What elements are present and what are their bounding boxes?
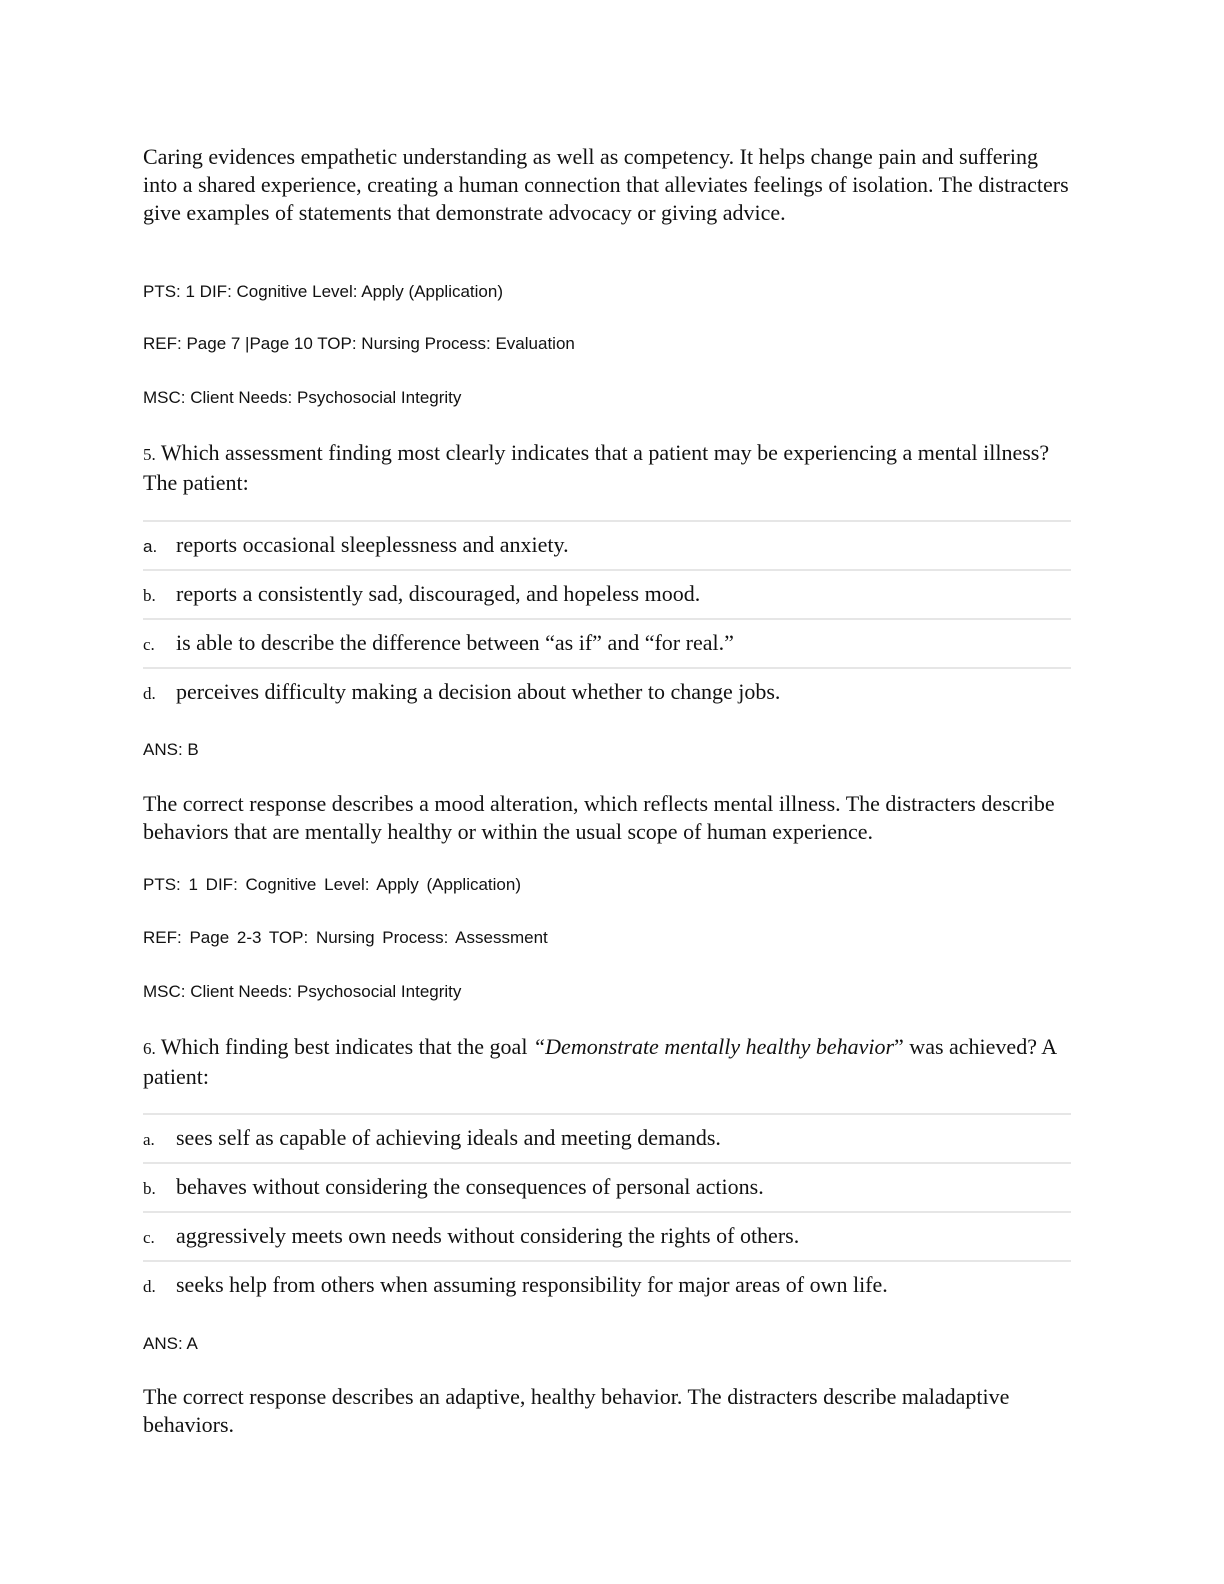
question-5-answer: ANS: B bbox=[143, 740, 199, 759]
question-5-number: 5. bbox=[143, 445, 156, 464]
question-6-options bbox=[143, 1113, 1071, 1309]
option-letter: c. bbox=[143, 1228, 155, 1247]
question-5-option-b[interactable] bbox=[143, 569, 1071, 618]
prev-rationale: Caring evidences empathetic understanding as well as competency. It helps change pain and suffering into a shared experience, creating a human connection that alleviates feelings of isolation. The distracters give examples of statements that demonstrate advocacy or giving advice. bbox=[143, 144, 1069, 225]
option-letter: b. bbox=[143, 1179, 156, 1198]
question-5-rationale: The correct response describes a mood alteration, which reflects mental illness. The distracters describe behaviors that are mentally healthy or within the usual scope of human experience. bbox=[143, 791, 1055, 844]
option-text: reports occasional sleeplessness and anxiety. bbox=[176, 532, 569, 557]
option-text: reports a consistently sad, discouraged, and hopeless mood. bbox=[176, 581, 701, 606]
prev-ref-line: REF: Page 7 |Page 10 TOP: Nursing Process: Evaluation bbox=[143, 334, 575, 353]
question-6-rationale: The correct response describes an adaptive, healthy behavior. The distracters describe maladaptive behaviors. bbox=[143, 1384, 1010, 1437]
question-5-pts-line: PTS: 1 DIF: Cognitive Level: Apply (Application) bbox=[143, 875, 521, 894]
prev-msc-line: MSC: Client Needs: Psychosocial Integrity bbox=[143, 388, 462, 407]
prev-pts-line: PTS: 1 DIF: Cognitive Level: Apply (Application) bbox=[143, 282, 503, 301]
question-6-option-c[interactable] bbox=[143, 1211, 1071, 1260]
option-letter: a. bbox=[143, 1130, 155, 1149]
question-5-ref-line: REF: Page 2-3 TOP: Nursing Process: Assessment bbox=[143, 928, 548, 947]
option-text: seeks help from others when assuming responsibility for major areas of own life. bbox=[176, 1272, 888, 1297]
option-text: behaves without considering the consequences of personal actions. bbox=[176, 1174, 764, 1199]
option-letter: b. bbox=[143, 586, 156, 605]
question-5-option-a[interactable] bbox=[143, 520, 1071, 569]
question-6-option-d[interactable] bbox=[143, 1260, 1071, 1309]
option-letter: d. bbox=[143, 684, 156, 703]
question-5-stem bbox=[143, 439, 1073, 497]
question-5-option-d[interactable] bbox=[143, 667, 1071, 716]
option-text: is able to describe the difference between “as if” and “for real.” bbox=[176, 630, 734, 655]
question-6-text-start: Which finding best indicates that the goal bbox=[160, 1034, 533, 1059]
question-6-goal-quote: “Demonstrate mentally healthy behavior bbox=[532, 1034, 895, 1059]
question-6-number: 6. bbox=[143, 1039, 156, 1058]
question-5-option-c[interactable] bbox=[143, 618, 1071, 667]
question-5-options bbox=[143, 520, 1071, 716]
question-6-answer: ANS: A bbox=[143, 1334, 198, 1353]
option-letter: a. bbox=[143, 537, 158, 556]
question-5-text: Which assessment finding most clearly indicates that a patient may be experiencing a mental illness? The patient: bbox=[143, 440, 1050, 495]
option-text: aggressively meets own needs without considering the rights of others. bbox=[176, 1223, 800, 1248]
option-text: perceives difficulty making a decision about whether to change jobs. bbox=[176, 679, 781, 704]
question-6-text-end: ” was achieved? A patient: bbox=[143, 1034, 1056, 1089]
option-letter: c. bbox=[143, 635, 155, 654]
question-5-msc-line: MSC: Client Needs: Psychosocial Integrity bbox=[143, 982, 462, 1001]
question-6-option-b[interactable] bbox=[143, 1162, 1071, 1211]
option-letter: d. bbox=[143, 1277, 156, 1296]
question-6-stem bbox=[143, 1033, 1073, 1091]
option-text: sees self as capable of achieving ideals and meeting demands. bbox=[176, 1125, 721, 1150]
question-6-option-a[interactable] bbox=[143, 1113, 1071, 1162]
